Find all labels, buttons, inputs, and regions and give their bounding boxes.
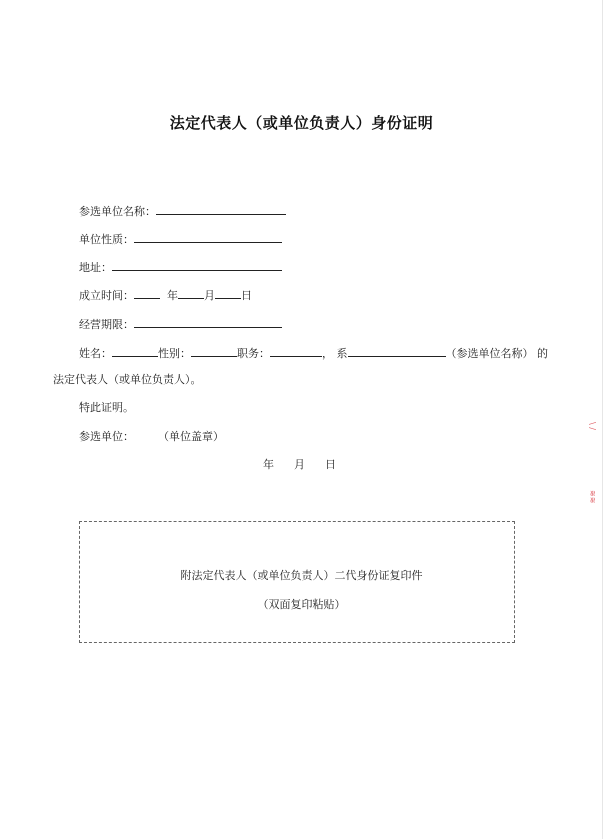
established-label: 成立时间： [79, 289, 134, 302]
xi-text: 系 [336, 347, 348, 360]
period-blank[interactable] [134, 316, 282, 328]
unit-name-label: 参选单位名称： [79, 205, 156, 218]
de-text: 的 [537, 347, 548, 360]
unit-type-blank[interactable] [134, 231, 282, 243]
comma-text: ， [322, 347, 333, 360]
position-label: 职务： [237, 347, 270, 360]
red-stamp-mark-2: ≋≋ [588, 490, 597, 504]
attachment-line-2: （双面复印粘贴） [257, 598, 346, 611]
established-month-label: 月 [204, 289, 215, 302]
established-row [79, 287, 252, 303]
unit-paren-text: （参选单位名称） [445, 347, 534, 360]
established-day-label: 日 [241, 289, 252, 302]
unit-name-blank-2[interactable] [348, 345, 446, 357]
period-row [79, 316, 282, 332]
seal-text: （单位盖章） [158, 430, 224, 443]
gender-blank[interactable] [191, 345, 237, 357]
established-year-label: 年 [167, 289, 178, 302]
document-title: 法定代表人（或单位负责人）身份证明 [169, 114, 434, 132]
statement-line-2: 法定代表人（或单位负责人）。 [53, 373, 202, 386]
gender-label: 性别： [158, 347, 191, 360]
unit-name-blank[interactable] [156, 203, 286, 215]
sign-day: 日 [325, 458, 336, 471]
sign-year: 年 [263, 458, 274, 471]
address-blank[interactable] [112, 259, 282, 271]
sign-month: 月 [294, 458, 305, 471]
unit-name-row [79, 203, 286, 219]
established-month-blank[interactable] [178, 287, 204, 299]
statement-line-1 [79, 345, 548, 361]
position-blank[interactable] [270, 345, 322, 357]
signature-unit-label: 参选单位： [79, 430, 134, 443]
name-blank[interactable] [112, 345, 158, 357]
red-stamp-mark-1: \ / [588, 422, 597, 430]
name-label: 姓名： [79, 347, 112, 360]
established-year-blank[interactable] [134, 287, 160, 299]
unit-type-label: 单位性质： [79, 233, 134, 246]
attachment-line-1: 附法定代表人（或单位负责人）二代身份证复印件 [180, 569, 423, 582]
established-day-blank[interactable] [215, 287, 241, 299]
address-row [79, 259, 282, 275]
certify-text: 特此证明。 [79, 401, 134, 414]
period-label: 经营期限： [79, 318, 134, 331]
address-label: 地址： [79, 261, 112, 274]
unit-type-row [79, 231, 282, 247]
